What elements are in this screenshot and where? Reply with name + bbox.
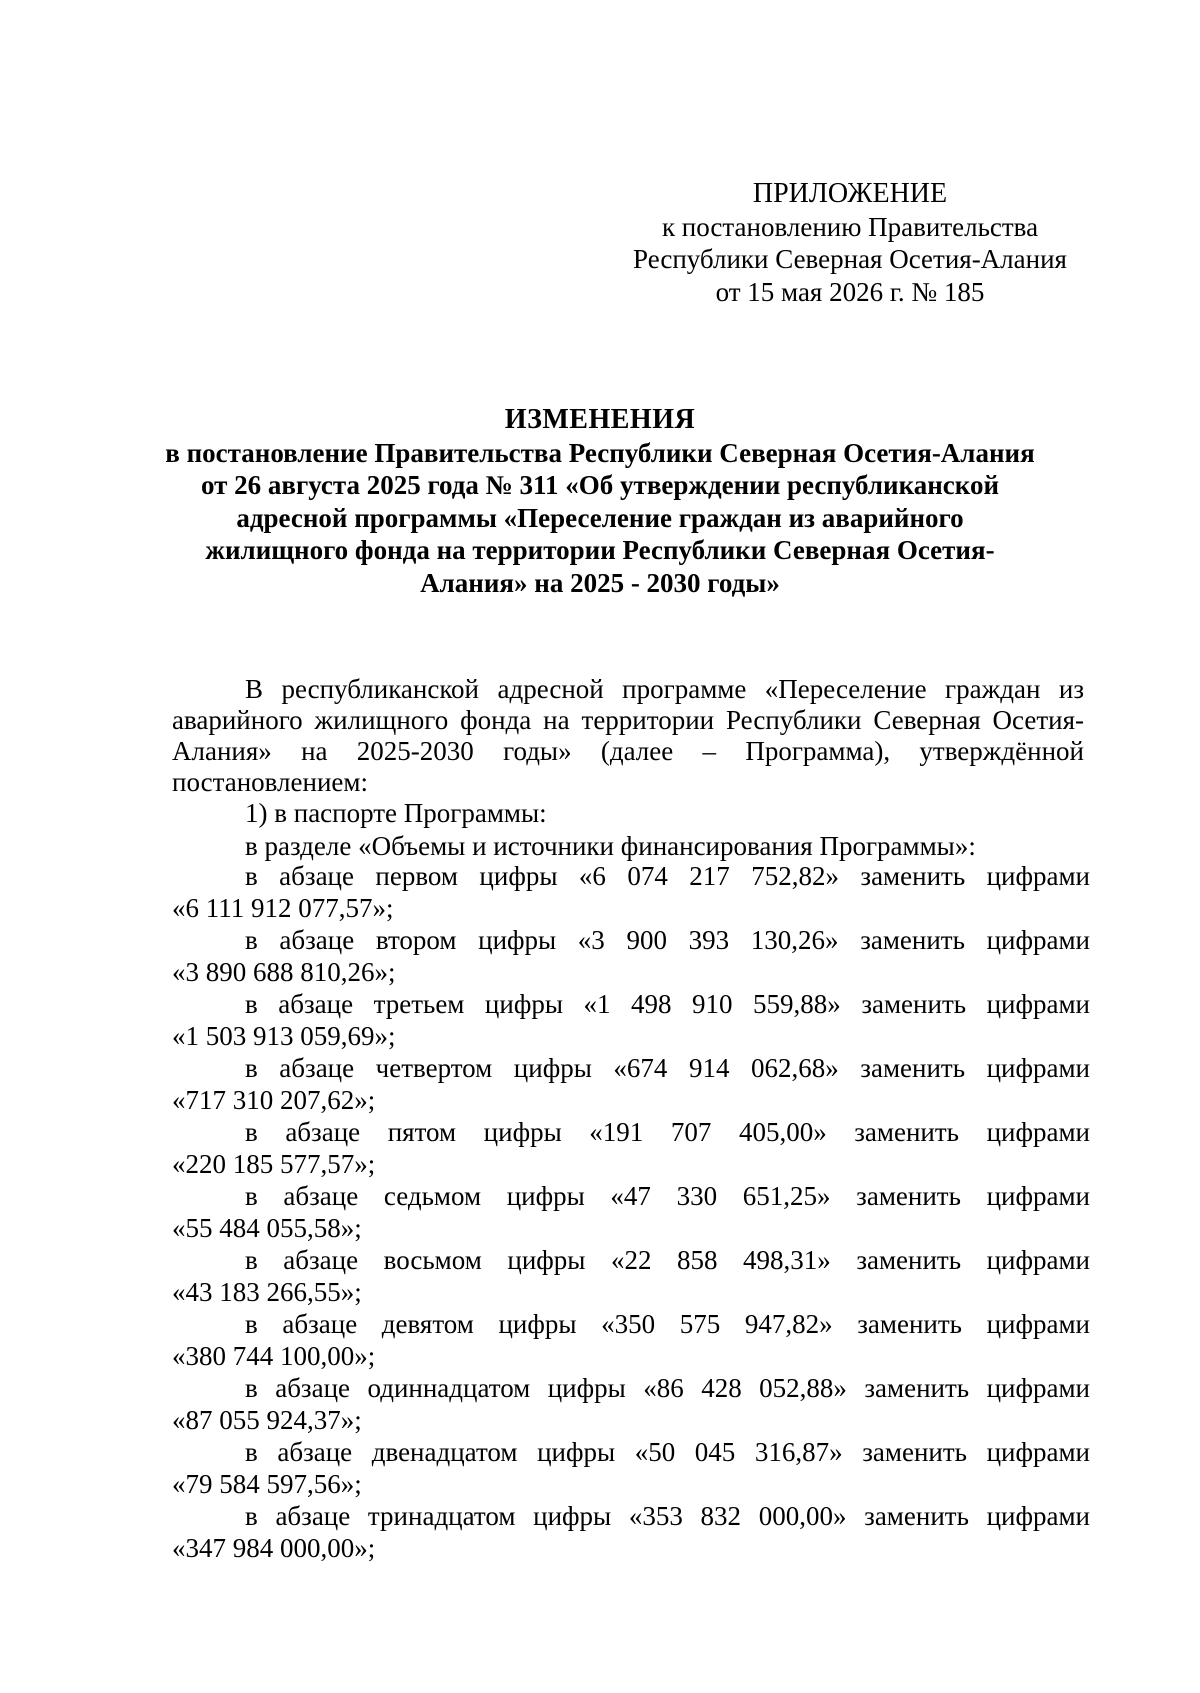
attachment-line: Республики Северная Осетия-Алания <box>633 244 1067 274</box>
replacement-item <box>172 1244 1090 1308</box>
replacement-item <box>172 924 1090 988</box>
replacement-item <box>172 1180 1090 1244</box>
replacement-line: в абзаце девятом цифры «350 575 947,82» заменить цифрами <box>245 1309 1090 1339</box>
replacement-line: в абзаце пятом цифры «191 707 405,00» заменить цифрами <box>245 1117 1090 1147</box>
replacement-item <box>172 1308 1090 1372</box>
replacement-value: «717 310 207,62»; <box>172 1085 376 1115</box>
title-line: адресной программы «Переселение граждан из аварийного <box>236 502 964 533</box>
replacement-value: «380 744 100,00»; <box>172 1341 376 1371</box>
title-line: Алания» на 2025 - 2030 годы» <box>420 567 780 598</box>
replacement-line: в абзаце восьмом цифры «22 858 498,31» заменить цифрами <box>245 1245 1090 1275</box>
replacement-value: «43 183 266,55»; <box>172 1277 362 1307</box>
replacement-item <box>172 1436 1090 1500</box>
replacement-line: в абзаце седьмом цифры «47 330 651,25» заменить цифрами <box>245 1181 1090 1211</box>
replacement-item <box>172 988 1090 1052</box>
replacement-line: в абзаце одиннадцатом цифры «86 428 052,88» заменить цифрами <box>245 1373 1090 1403</box>
replacement-line: в абзаце первом цифры «6 074 217 752,82» заменить цифрами <box>245 861 1090 891</box>
title-line: жилищного фонда на территории Республики Северная Осетия- <box>205 535 995 565</box>
replacement-item <box>172 860 1090 924</box>
replacement-line: в абзаце двенадцатом цифры «50 045 316,87» заменить цифрами <box>245 1437 1090 1467</box>
section-heading: в разделе «Объемы и источники финансирования Программы»: <box>245 831 976 861</box>
replacement-value: «220 185 577,57»; <box>172 1149 376 1179</box>
replacement-line: в абзаце тринадцатом цифры «353 832 000,00» заменить цифрами <box>245 1501 1090 1531</box>
replacement-value: «87 055 924,37»; <box>172 1405 362 1435</box>
replacement-item <box>172 1116 1090 1180</box>
replacement-value: «79 584 597,56»; <box>172 1469 362 1499</box>
replacement-value: «55 484 055,58»; <box>172 1213 362 1243</box>
document-title: ИЗМЕНЕНИЯ <box>504 404 696 435</box>
attachment-title: ПРИЛОЖЕНИЕ <box>752 178 948 209</box>
title-line: от 26 августа 2025 года № 311 «Об утверждении республиканской <box>200 470 1000 500</box>
replacement-line: в абзаце втором цифры «3 900 393 130,26» заменить цифрами <box>245 925 1090 955</box>
replacement-item <box>172 1372 1090 1436</box>
replacement-line: в абзаце третьем цифры «1 498 910 559,88» заменить цифрами <box>245 989 1090 1019</box>
replacement-value: «6 111 912 077,57»; <box>172 893 394 923</box>
document-title-block <box>150 404 1050 599</box>
title-line: в постановление Правительства Республики Северная Осетия-Алания <box>165 437 1035 468</box>
intro-paragraph: В республиканской адресной программе «Переселение граждан из аварийного жилищного фонда на территории Республики Северная Осетия-Алания» на 2025-2030 годы» (далее – Программа), утверждённой постановлением: <box>172 674 1084 797</box>
attachment-header <box>600 178 1100 308</box>
item-1: 1) в паспорте Программы: <box>245 798 547 828</box>
replacement-value: «347 984 000,00»; <box>172 1533 376 1563</box>
replacement-line: в абзаце четвертом цифры «674 914 062,68» заменить цифрами <box>245 1053 1090 1083</box>
replacement-item <box>172 1052 1090 1116</box>
replacement-value: «3 890 688 810,26»; <box>172 957 396 987</box>
attachment-line: от 15 мая 2026 г. № 185 <box>715 276 985 307</box>
replacement-value: «1 503 913 059,69»; <box>172 1021 396 1051</box>
attachment-line: к постановлению Правительства <box>661 211 1039 242</box>
replacement-item <box>172 1500 1090 1564</box>
